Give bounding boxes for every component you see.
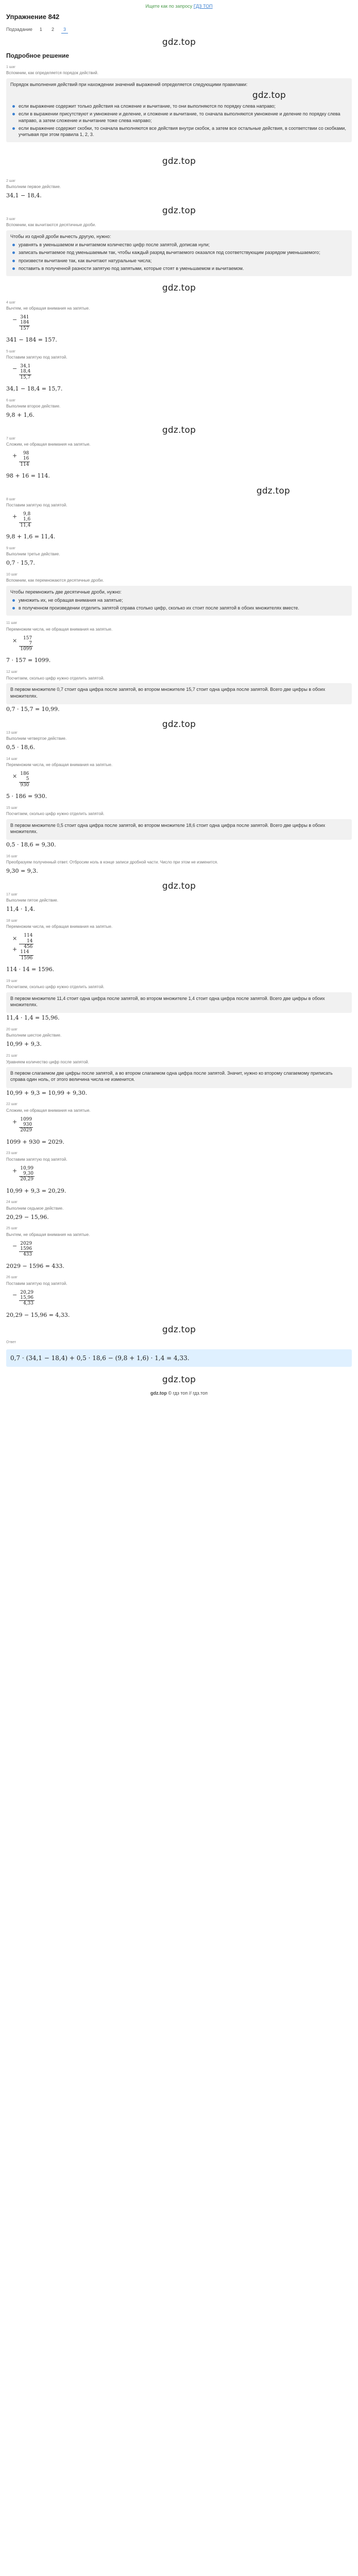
step-label: 21 шаг [6,1054,18,1058]
footer [6,1390,352,1396]
step-label: 24 шаг [6,1200,18,1205]
step-hint: Выполним пятое действие. [6,898,58,903]
step-label: 6 шаг [6,398,15,402]
column-partial: 114 [20,950,29,955]
rules-list [10,597,348,611]
step-14 [6,757,352,801]
answer-label: Ответ [6,1341,16,1345]
step-label: 19 шаг [6,979,18,983]
subquestion-tab-2[interactable]: 2 [51,27,54,32]
list-item: умножить их, не обращая внимания на запятые; [12,597,348,603]
answer-expression: 0,7 · (34,1 − 18,4) + 0,5 · 18,6 − (9,8 + 1,6) · 1,4 = 4,33. [10,1354,190,1362]
list-item: если выражение содержит скобки, то сначала выполняются все действия внутри скобок, а затем все остальные действия, в соответствии со скобками, учитывая при этом правила 1, 2, 3. [12,125,348,138]
step-expression: 0,7 · 15,7. [6,559,35,566]
step-6 [6,398,352,419]
column-result: 433 [19,1252,33,1258]
step-label: 15 шаг [6,806,18,810]
step-9 [6,546,352,567]
step-expression: 10,99 + 9,3 = 20,29. [6,1187,66,1194]
list-item: записать вычитаемое под уменьшаемым так, чтобы каждый разряд вычитаемого оказался под соответствующим разрядом уменьшаемого; [12,249,348,256]
step-expression: 98 + 16 = 114. [6,472,50,479]
step-card [6,1067,352,1088]
step-1 [6,65,352,142]
step-16 [6,854,352,875]
column-operand: 184 [20,320,29,326]
step-label: 20 шаг [6,1028,18,1032]
step-card [6,683,352,704]
step-hint: Перемножим числа, не обращая внимания на запятые. [6,762,113,768]
step-expression: 34,1 − 18,4 = 15,7. [6,385,63,392]
step-expression: 0,7 · 15,7 = 10,99. [6,705,60,713]
step-15 [6,806,352,849]
step-intro: Порядок выполнения действий при нахождении значений выражений определяется следующими правилами: [10,82,248,88]
column-operand: 2029 [20,1241,32,1246]
step-expression: 10,99 + 9,3 = 10,99 + 9,30. [6,1089,88,1096]
step-expression: 2029 − 1596 = 433. [6,1262,64,1269]
step-hint: Выполним третье действие. [6,552,60,556]
column-calculation: × 114 14 + 456 114 1596 [12,933,33,961]
column-operand: 341 [20,315,29,320]
step-expression: 341 − 184 = 157. [6,336,57,343]
step-label: 1 шаг [6,65,15,69]
watermark: gdz.top [162,1374,196,1385]
column-operand: 34,1 [20,363,31,369]
step-hint: Вспомним, как вычитаются десятичные дроби. [6,223,96,228]
column-calculation: − 20,29 15,96 4,33 [12,1290,33,1307]
column-operand: 15,96 [20,1295,33,1300]
step-hint: Выполним шестое действие. [6,1033,62,1038]
step-hint: Выполним четвертое действие. [6,736,67,741]
rules-list [10,103,348,138]
column-result: 1099 [20,647,32,652]
step-hint: Перемножим числа, не обращая внимания на запятые. [6,924,113,929]
step-3 [6,217,352,276]
step-label: 25 шаг [6,1227,18,1231]
step-card [6,992,352,1013]
step-label: 12 шаг [6,670,18,674]
step-expression: 20,29 − 15,96. [6,1213,49,1221]
list-item: поставить в полученной разности запятую под запятыми, которые стоят в уменьшаемом и вычитаемом. [12,265,348,272]
step-24 [6,1200,352,1221]
step-22 [6,1102,352,1146]
step-hint: Посчитаем, сколько цифр нужно отделить запятой. [6,811,105,817]
step-expression: 34,1 − 18,4. [6,192,42,199]
step-hint: Вспомним, как определяется порядок действий. [6,71,98,76]
list-item: если выражение содержит только действия на сложение и вычитание, то они выполняются по порядку слева направо; [12,103,348,109]
watermark: gdz.top [162,719,196,730]
column-operand: 10,99 [20,1165,33,1171]
step-text: В первом слагаемом две цифры после запятой, а во втором слагаемом одна цифра после запятой. Значит, нужно ко второму слагаемому приписать справа один ноль, от этого величина числа не изменится. [10,1071,333,1082]
step-expression: 0,5 · 18,6. [6,743,35,751]
step-expression: 11,4 · 1,4 = 15,96. [6,1014,60,1022]
column-result: 15,7 [20,375,31,380]
step-hint: Выполним второе действие. [6,404,61,409]
subquestion-label: Подзадание [6,27,32,32]
column-operand: 98 [23,450,29,456]
column-operand: 114 [24,933,33,939]
step-hint: Уравняем количество цифр после запятой. [6,1059,89,1064]
column-result: 20,29 [20,1177,33,1182]
column-operand: 18,4 [20,369,31,375]
column-operand: 157 [23,635,32,641]
banner-link[interactable]: ГДЗ ТОП [193,4,213,9]
column-operand: 1,6 [23,517,31,522]
answer-box [6,1349,352,1367]
step-18 [6,919,352,974]
list-item: уравнять в уменьшаемом и вычитаемом количество цифр после запятой, дописав нули; [12,242,348,248]
watermark: gdz.top [162,425,196,435]
watermark: gdz.top [256,485,290,496]
column-calculation: + 98 16 114 [12,450,29,467]
subquestion-tab-3[interactable]: 3 [61,26,68,33]
list-item: в полученном произведении отделить запятой справа столько цифр, сколько их стоит после запятой в обоих множителях вместе. [12,605,348,611]
rules-list [10,242,348,272]
step-8 [6,497,352,541]
watermark: gdz.top [162,205,196,216]
step-20 [6,1027,352,1048]
list-item: если в выражении присутствуют и умножение и деление, и сложение и вычитание, то сначала выполняются умножение и деление по порядку слева направо, а затем сложение и вычитание тоже слева направо; [12,111,348,123]
step-expression: 0,5 · 18,6 = 9,30. [6,841,56,849]
step-expression: 10,99 + 9,3. [6,1041,42,1048]
step-hint: Перемножим числа, не обращая внимания на запятые. [6,626,113,632]
column-calculation: − 341 184 157 [12,315,29,331]
column-result: 1596 [19,955,33,961]
column-result: 4,33 [19,1301,35,1307]
step-label: 10 шаг [6,572,18,577]
column-result: 2029 [20,1128,32,1133]
step-hint: Вспомним, как перемножаются десятичные дроби. [6,578,104,583]
footer-text: © гдз топ // гдз.топ [167,1390,208,1396]
banner-text: Ищете как по запросу [145,4,194,9]
column-result: 114 [20,462,29,467]
step-21 [6,1054,352,1097]
step-card [6,586,352,616]
step-hint: Вычтем, не обращая внимания на запятые. [6,306,90,311]
step-10 [6,572,352,616]
step-label: 17 шаг [6,892,18,896]
step-hint: Поставим запятую под запятой. [6,1157,67,1162]
column-operand: 186 [20,771,29,776]
step-expression: 9,8 + 1,6 = 11,4. [6,533,56,540]
step-hint: Сложим, не обращая внимания на запятые. [6,1108,91,1113]
column-operand: 7 [29,640,32,646]
step-2 [6,179,352,200]
column-result: 930 [20,782,29,788]
step-hint: Поставим запятую под запятой. [6,503,67,508]
column-calculation: × 186 5 930 [12,771,29,788]
step-hint: Выполним седьмое действие. [6,1206,64,1211]
step-hint: Выполним первое действие. [6,184,61,190]
step-text: В первом множителе 11,4 стоит одна цифра после запятой, во втором множителе 1,4 стоит одна цифра после запятой. Всего две цифры в обоих множителях. [10,995,325,1008]
step-expression: 9,30 = 9,3. [6,868,38,875]
footer-brand[interactable]: gdz.top [150,1390,167,1396]
exercise-title: Упражнение 842 [6,13,60,21]
step-label: 3 шаг [6,217,15,221]
column-calculation: × 157 7 1099 [12,635,32,652]
list-item: произвести вычитание так, как вычитают натуральные числа; [12,258,348,264]
step-expression: 11,4 · 1,4. [6,906,35,913]
step-label: 23 шаг [6,1151,18,1156]
step-expression: 9,8 + 1,6. [6,411,35,418]
column-operand: 930 [23,1122,32,1128]
watermark: gdz.top [162,37,196,47]
column-operand: 9,8 [23,511,31,517]
step-hint: Посчитаем, сколько цифр нужно отделить запятой. [6,985,105,990]
step-label: 7 шаг [6,436,15,440]
step-label: 8 шаг [6,497,15,501]
step-label: 11 шаг [6,621,18,625]
step-hint: Поставим запятую под запятой. [6,355,67,360]
column-calculation: − 2029 1596 433 [12,1241,32,1258]
step-hint: Сложим, не обращая внимания на запятые. [6,442,91,447]
step-label: 18 шаг [6,919,18,923]
step-5 [6,349,352,393]
step-text: В первом множителе 0,7 стоит одна цифра после запятой, во втором множителе 15,7 стоит одна цифра после запятой. Всего две цифры в обоих множителях. [10,687,326,699]
column-operand: 20,29 [20,1290,33,1295]
step-hint: Посчитаем, сколько цифр нужно отделить запятой. [6,675,105,681]
step-label: 22 шаг [6,1103,18,1107]
step-4 [6,300,352,344]
step-26 [6,1275,352,1319]
column-operand: 16 [23,456,29,462]
watermark: gdz.top [162,1325,196,1335]
step-label: 9 шаг [6,546,15,550]
solution-title: Подробное решение [6,52,70,59]
column-calculation: + 1099 930 2029 [12,1116,32,1133]
step-19 [6,979,352,1022]
step-intro: Чтобы перемножить две десятичные дроби, нужно: [10,589,122,595]
column-calculation: − 34,1 18,4 15,7 [12,363,31,380]
step-label: 2 шаг [6,179,15,183]
step-expression: 5 · 186 = 930. [6,792,47,800]
step-label: 14 шаг [6,757,18,761]
column-result: 157 [20,326,29,331]
step-label: 16 шаг [6,854,18,858]
step-hint: Вычтем, не обращая внимания на запятые. [6,1232,90,1237]
step-label: 13 шаг [6,731,18,735]
step-intro: Чтобы из одной дроби вычесть другую, нужно: [10,234,111,240]
step-7 [6,436,352,480]
step-expression: 7 · 157 = 1099. [6,657,51,664]
step-card [6,819,352,840]
column-operand: 1596 [20,1246,32,1252]
step-card [6,230,352,276]
watermark: gdz.top [162,881,196,892]
top-banner[interactable] [6,0,352,10]
column-calculation: + 9,8 1,6 11,4 [12,511,31,528]
column-result: 11,4 [20,522,31,528]
step-label: 4 шаг [6,300,15,304]
step-label: 5 шаг [6,349,15,353]
column-operand: 1099 [20,1116,32,1122]
step-hint: Преобразуем полученный ответ. Отбросим ноль в конце записи дробной части. Число при этом не изменится. [6,860,218,865]
watermark: gdz.top [252,90,286,101]
step-13 [6,731,352,752]
step-expression: 1099 + 930 = 2029. [6,1138,64,1145]
step-25 [6,1226,352,1270]
column-partial: 456 [19,944,33,950]
step-label: 26 шаг [6,1276,18,1280]
subquestion-tabs [6,26,352,33]
watermark: gdz.top [162,156,196,166]
step-text: В первом множителе 0,5 стоит одна цифра после запятой, во втором множителе 18,6 стоит одна цифра после запятой. Всего две цифры в обоих множителях. [10,822,326,834]
column-operand: 14 [26,938,33,944]
step-23 [6,1151,352,1195]
step-expression: 20,29 − 15,96 = 4,33. [6,1311,70,1318]
column-calculation: + 10,99 9,30 20,29 [12,1165,33,1182]
step-12 [6,670,352,713]
step-card [6,78,352,142]
column-operand: 5 [26,776,29,782]
step-expression: 114 · 14 = 1596. [6,965,55,973]
step-17 [6,892,352,913]
column-operand: 9,30 [23,1171,33,1176]
step-11 [6,621,352,665]
watermark: gdz.top [162,282,196,293]
subquestion-tab-1[interactable]: 1 [39,27,42,32]
step-hint: Поставим запятую под запятой. [6,1281,67,1286]
